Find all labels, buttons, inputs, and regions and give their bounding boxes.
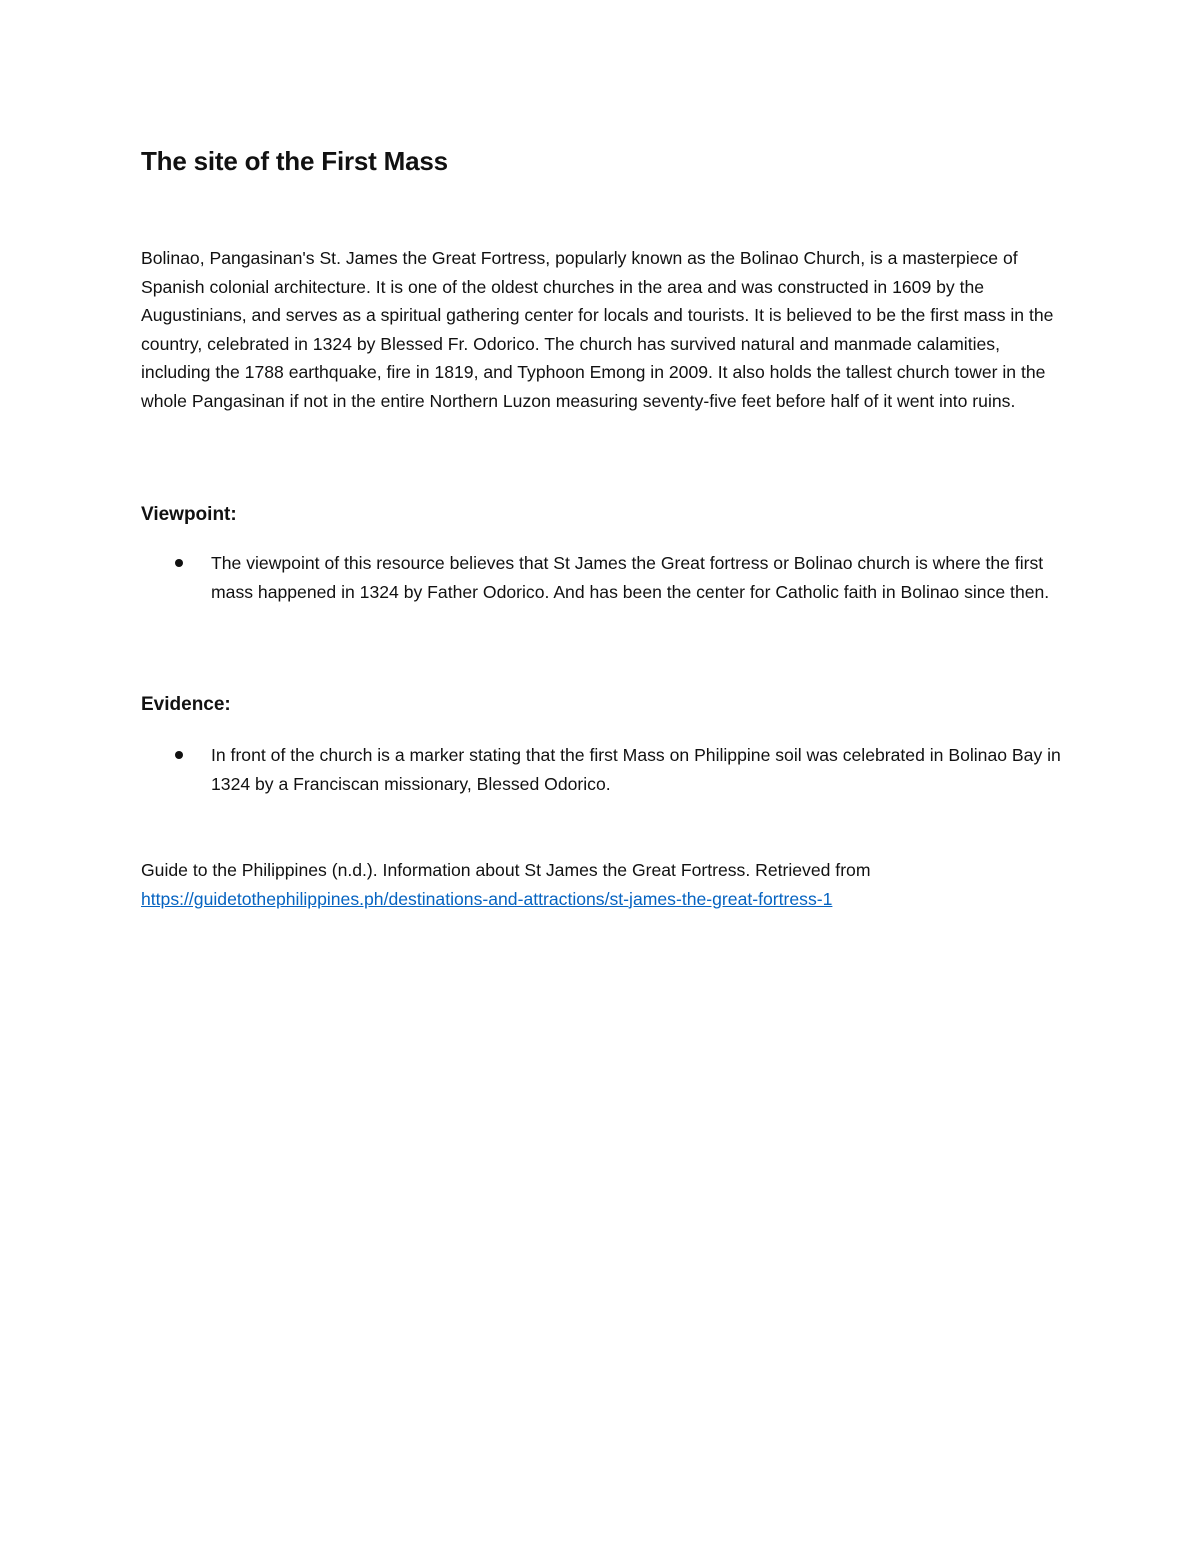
document-title: The site of the First Mass — [141, 146, 448, 176]
citation — [141, 856, 1061, 913]
intro-paragraph: Bolinao, Pangasinan's St. James the Great Fortress, popularly known as the Bolinao Church, is a masterpiece of Spanish colonial architecture. It is one of the oldest churches in the area and was constructed in 1609 by the Augustinians, and serves as a spiritual gathering center for locals and tourists. It is believed to be the first mass in the country, celebrated in 1324 by Blessed Fr. Odorico. The church has survived natural and manmade calamities, including the 1788 earthquake, fire in 1819, and Typhoon Emong in 2009. It also holds the tallest church tower in the whole Pangasinan if not in the entire Northern Luzon measuring seventy-five feet before half of it went into ruins. — [141, 248, 1054, 411]
bullet-icon — [175, 559, 183, 567]
viewpoint-heading: Viewpoint: — [141, 504, 237, 525]
bullet-icon — [175, 751, 183, 759]
viewpoint-list — [141, 549, 1071, 606]
viewpoint-bullet-item — [141, 549, 1061, 606]
viewpoint-bullet-text: The viewpoint of this resource believes that St James the Great fortress or Bolinao church is where the first mass happened in 1324 by Father Odorico. And has been the center for Catholic faith in Bolinao since then. — [211, 553, 1050, 602]
evidence-list — [141, 741, 1071, 798]
evidence-bullet-item — [141, 741, 1061, 798]
citation-text: Guide to the Philippines (n.d.). Information about St James the Great Fortress. Retrieved from — [141, 860, 871, 880]
evidence-bullet-text: In front of the church is a marker stating that the first Mass on Philippine soil was celebrated in Bolinao Bay in 1324 by a Franciscan missionary, Blessed Odorico. — [211, 745, 1061, 794]
citation-link[interactable]: https://guidetothephilippines.ph/destinations-and-attractions/st-james-the-great-fortress-1 — [141, 888, 833, 909]
evidence-heading: Evidence: — [141, 694, 231, 715]
